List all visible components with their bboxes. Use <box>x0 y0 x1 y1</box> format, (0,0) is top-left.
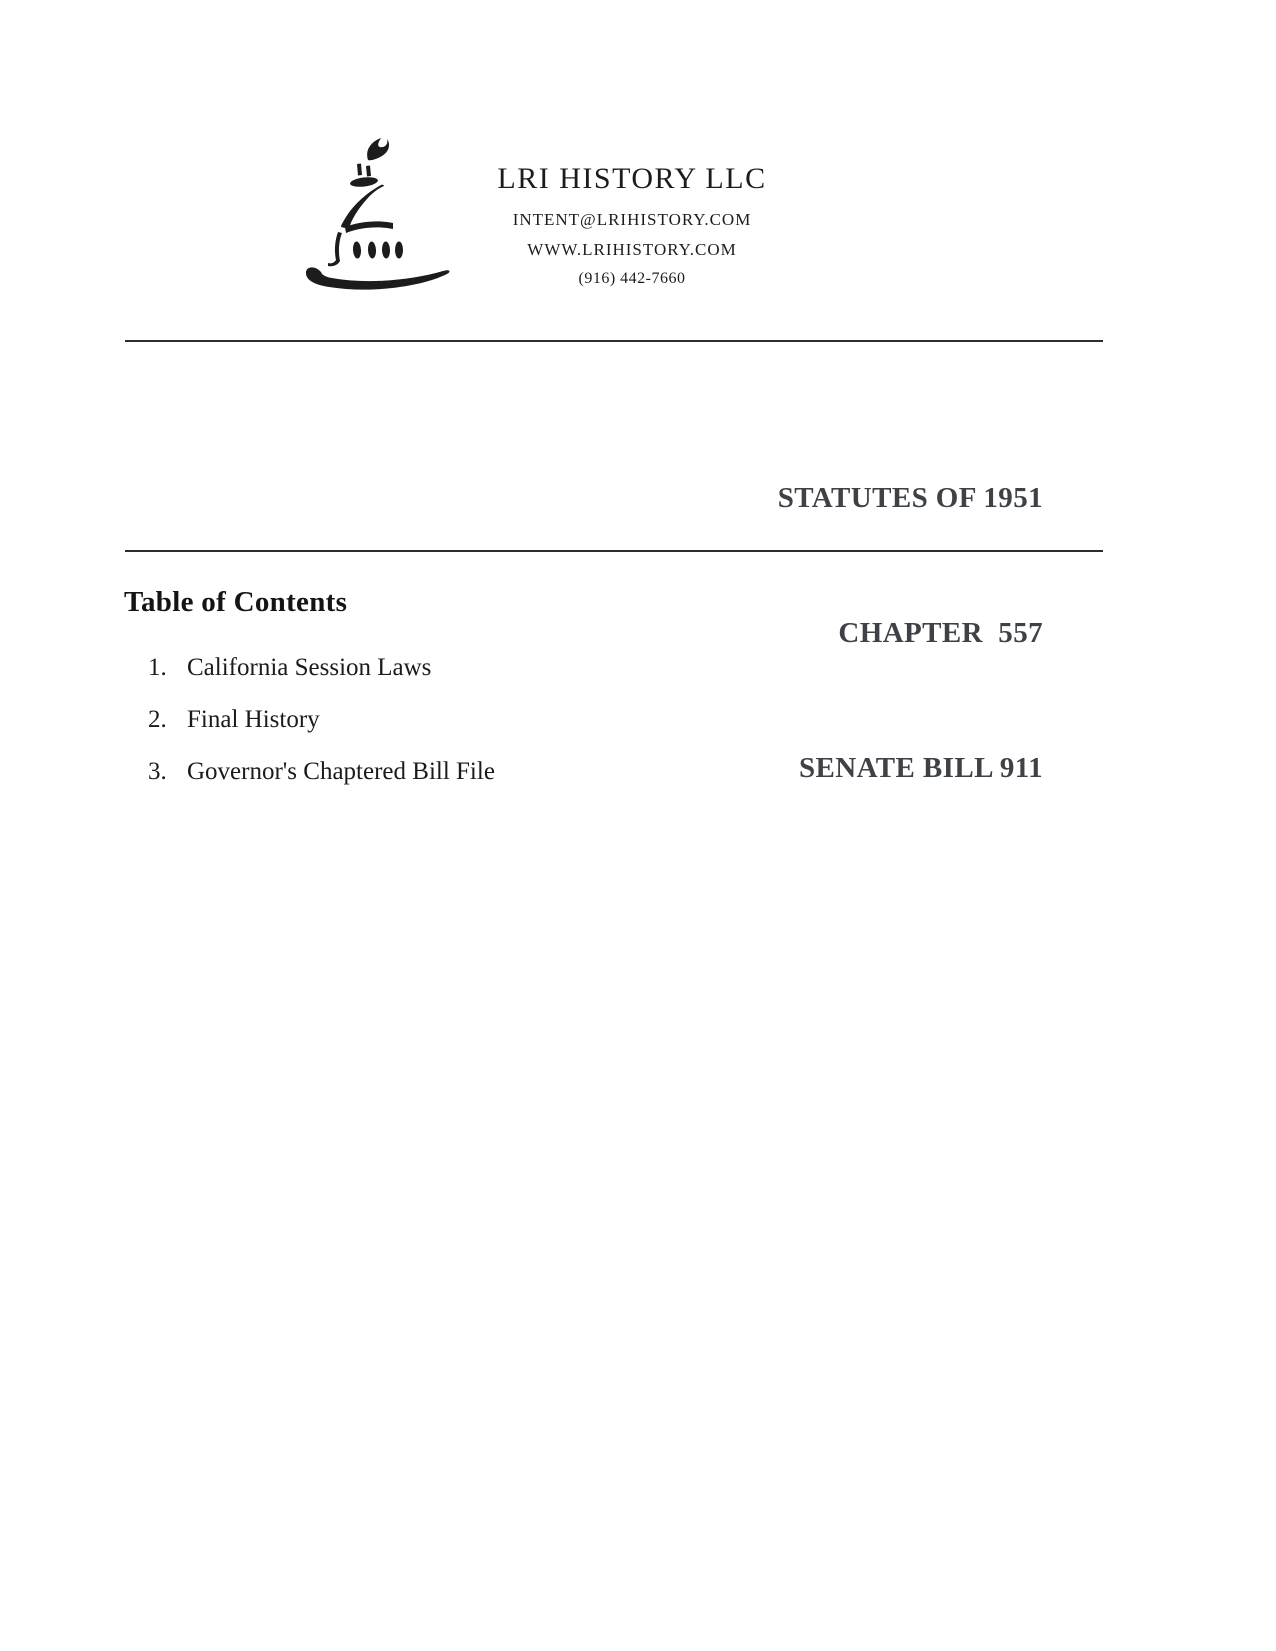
senate-bill-line: SENATE BILL 911 <box>798 752 1043 784</box>
toc-item-number: 1. <box>148 654 167 681</box>
toc-item-number: 2. <box>148 706 167 733</box>
toc-item <box>148 706 495 733</box>
org-name: LRI HISTORY LLC <box>497 162 767 195</box>
statutes-line: STATUTES OF 1951 <box>777 482 1043 514</box>
chapter-line: CHAPTER 557 <box>838 617 1043 649</box>
toc-title: Table of Contents <box>124 586 348 618</box>
org-website: WWW.LRIHISTORY.COM <box>527 240 737 259</box>
divider-top <box>125 340 1103 342</box>
toc-item-label: California Session Laws <box>187 654 432 681</box>
letterhead <box>432 164 832 287</box>
toc-item <box>148 654 495 681</box>
toc-item-label: Final History <box>187 706 320 733</box>
divider-bottom <box>125 550 1103 552</box>
toc-item <box>148 758 495 785</box>
org-email: INTENT@LRIHISTORY.COM <box>512 210 752 229</box>
toc-item-number: 3. <box>148 758 167 785</box>
org-phone: (916) 442-7660 <box>578 270 686 287</box>
capitol-dome-sketch-icon <box>291 285 471 302</box>
toc-item-label: Governor's Chaptered Bill File <box>187 758 495 785</box>
statute-reference <box>600 386 1043 836</box>
toc-list <box>148 654 495 810</box>
